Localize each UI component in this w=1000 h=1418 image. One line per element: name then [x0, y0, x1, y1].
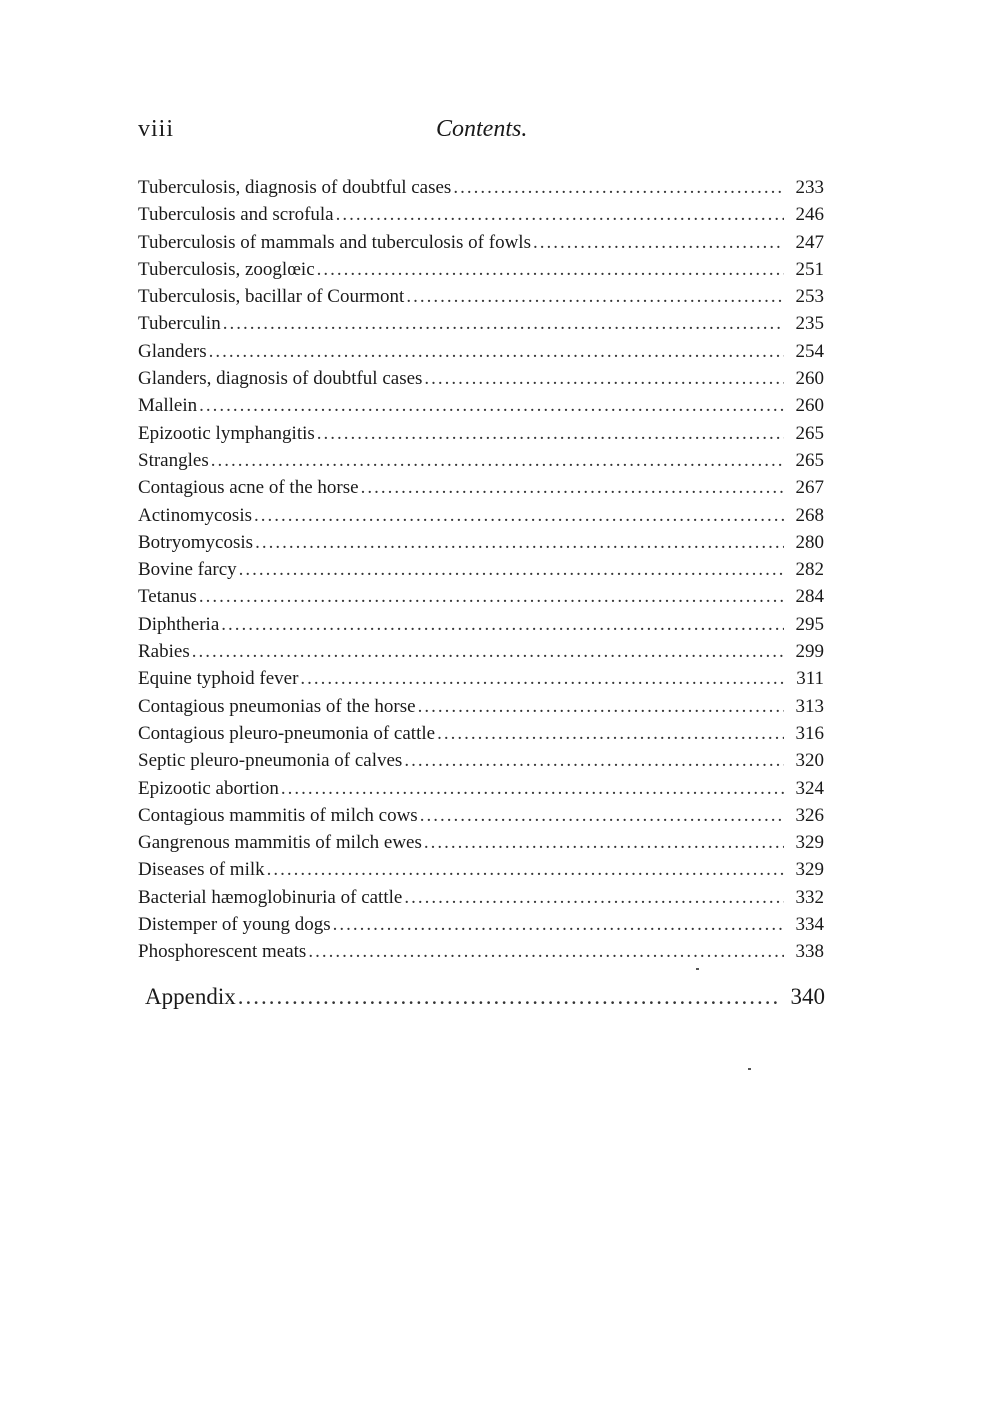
- toc-entry-title: Epizootic lymphangitis: [138, 422, 315, 444]
- toc-entry-page: 299: [795, 641, 824, 663]
- toc-entry-page: 316: [795, 722, 824, 744]
- toc-entry-page: 233: [795, 177, 824, 198]
- toc-entry-title: Septic pleuro-pneumonia of calves: [138, 750, 403, 772]
- dot-leader: [361, 474, 784, 501]
- toc-entry-title: Gangrenous mammitis of milch ewes: [138, 832, 422, 854]
- toc-entry-page: 295: [795, 613, 824, 635]
- toc-entry-page: 282: [795, 559, 824, 581]
- toc-entry-title: Bacterial hæmoglobinuria of cattle: [138, 886, 403, 908]
- toc-entry: [138, 529, 824, 556]
- toc-entry-page: 268: [795, 504, 824, 526]
- dot-leader: [239, 556, 784, 583]
- toc-entry-page: 326: [795, 804, 824, 826]
- toc-entry-title: Appendix: [145, 984, 236, 1009]
- dot-leader: [333, 911, 784, 938]
- toc-entry-title: Tuberculin: [138, 313, 221, 335]
- dot-leader: [211, 447, 784, 474]
- toc-entry-page: 265: [795, 449, 824, 471]
- dot-leader: [300, 665, 784, 692]
- dot-leader: [223, 310, 784, 337]
- toc-entry-page: 267: [795, 477, 824, 499]
- toc-entry: [138, 611, 824, 638]
- toc-entry-page: 329: [795, 859, 824, 881]
- dot-leader: [255, 529, 784, 556]
- toc-entry: [138, 911, 824, 938]
- toc-entry-title: Botryomycosis: [138, 531, 254, 553]
- toc-entry-title: Tuberculosis, diagnosis of doubtful cases: [138, 177, 452, 198]
- table-of-contents: [138, 174, 824, 966]
- toc-entry: [138, 829, 824, 856]
- dot-leader: [533, 229, 784, 256]
- toc-entry-page: 334: [795, 914, 824, 936]
- toc-entry-page: 311: [796, 668, 824, 690]
- running-title: Contents.: [436, 116, 528, 142]
- toc-entry: [138, 365, 824, 392]
- toc-entry: [138, 747, 824, 774]
- toc-entry: [138, 201, 824, 228]
- toc-entry-page: 329: [795, 832, 824, 854]
- dot-leader: [199, 583, 784, 610]
- toc-entry-page: 324: [795, 777, 824, 799]
- dot-leader: [221, 611, 784, 638]
- dot-leader: [199, 392, 784, 419]
- toc-entry-title: Epizootic abortion: [138, 777, 279, 799]
- toc-entry-title: Rabies: [138, 641, 190, 663]
- toc-entry-page: 332: [795, 886, 824, 908]
- toc-entry: [138, 775, 824, 802]
- toc-entry-title: Tuberculosis and scrofula: [138, 204, 334, 226]
- dot-leader: [404, 747, 784, 774]
- toc-entry-page: 313: [795, 695, 824, 717]
- toc-entry-title: Phosphorescent meats: [138, 941, 307, 963]
- toc-entry: [138, 310, 824, 337]
- toc-entry-title: Mallein: [138, 395, 198, 417]
- toc-entry-title: Tuberculosis, zooglœic: [138, 258, 315, 280]
- dot-leader: [404, 884, 784, 911]
- dot-leader: [418, 693, 784, 720]
- toc-entry-title: Diphtheria: [138, 613, 220, 635]
- toc-entry: [138, 938, 824, 965]
- dot-leader: [308, 938, 784, 965]
- toc-entry-page: 338: [795, 941, 824, 963]
- toc-entry-page: 235: [795, 313, 824, 335]
- dot-leader: [317, 420, 784, 447]
- toc-entry: [138, 720, 824, 747]
- dot-leader: [209, 338, 784, 365]
- toc-entry-title: Bovine farcy: [138, 559, 237, 581]
- toc-entry-title: Strangles: [138, 449, 209, 471]
- toc-entry-page: 253: [795, 286, 824, 308]
- toc-entry: [138, 174, 824, 201]
- toc-entry-title: Contagious pleuro-pneumonia of cattle: [138, 722, 436, 744]
- toc-entry: [138, 474, 824, 501]
- dot-leader: [238, 984, 779, 1010]
- toc-entry-title: Contagious pneumonias of the horse: [138, 695, 416, 717]
- toc-entry-page: 260: [795, 395, 824, 417]
- toc-entry-title: Equine typhoid fever: [138, 668, 299, 690]
- toc-entry: [138, 283, 824, 310]
- toc-entry-page: 246: [795, 204, 824, 226]
- toc-entry: [138, 338, 824, 365]
- toc-entry-title: Tetanus: [138, 586, 197, 608]
- toc-entry-title: Glanders: [138, 340, 207, 362]
- toc-entry: [138, 502, 824, 529]
- dot-leader: [406, 283, 784, 310]
- toc-entry-title: Contagious acne of the horse: [138, 477, 359, 499]
- toc-entry: [138, 802, 824, 829]
- toc-entry-title: Contagious mammitis of milch cows: [138, 804, 418, 826]
- toc-entry: [138, 665, 824, 692]
- toc-entry-appendix: [145, 984, 825, 1010]
- toc-entry: [138, 392, 824, 419]
- toc-entry-page: 260: [795, 368, 824, 390]
- toc-entry-title: Glanders, diagnosis of doubtful cases: [138, 368, 423, 390]
- toc-entry: [138, 856, 824, 883]
- dot-leader: [437, 720, 784, 747]
- toc-entry-page: 320: [795, 750, 824, 772]
- toc-entry: [138, 884, 824, 911]
- dot-leader: [281, 775, 784, 802]
- dot-leader: [254, 502, 784, 529]
- toc-entry-page: 340: [790, 984, 825, 1009]
- toc-entry-title: Actinomycosis: [138, 504, 252, 526]
- print-speck: [696, 968, 699, 970]
- toc-entry-page: 284: [795, 586, 824, 608]
- toc-entry: [138, 420, 824, 447]
- dot-leader: [424, 829, 784, 856]
- toc-entry-page: 265: [795, 422, 824, 444]
- toc-entry: [138, 638, 824, 665]
- page-number: viii: [138, 116, 175, 142]
- toc-entry-title: Tuberculosis of mammals and tuberculosis of fowls: [138, 231, 531, 253]
- toc-entry: [138, 693, 824, 720]
- toc-entry-page: 254: [795, 340, 824, 362]
- dot-leader: [192, 638, 784, 665]
- toc-entry: [138, 583, 824, 610]
- toc-entry-title: Distemper of young dogs: [138, 914, 331, 936]
- toc-entry-title: Diseases of milk: [138, 859, 265, 881]
- dot-leader: [317, 256, 784, 283]
- toc-entry: [138, 447, 824, 474]
- toc-entry: [138, 256, 824, 283]
- toc-entry: [138, 229, 824, 256]
- toc-entry-page: 251: [795, 258, 824, 280]
- dot-leader: [420, 802, 784, 829]
- toc-entry-page: 280: [795, 531, 824, 553]
- dot-leader: [424, 365, 784, 392]
- toc-entry: [138, 556, 824, 583]
- dot-leader: [336, 201, 784, 228]
- dot-leader: [267, 856, 784, 883]
- dot-leader: [453, 174, 784, 201]
- toc-entry-title: Tuberculosis, bacillar of Courmont: [138, 286, 405, 308]
- print-speck: [748, 1068, 751, 1070]
- toc-entry-page: 247: [795, 231, 824, 253]
